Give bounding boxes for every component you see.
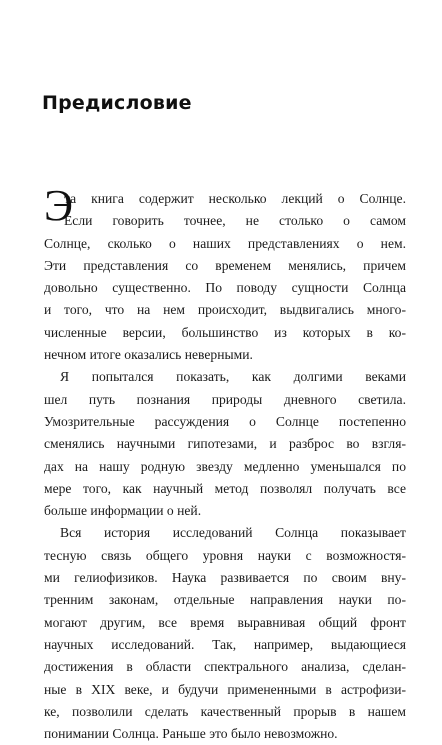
paragraph [44,522,406,745]
page-title: Предисловие [42,92,192,114]
text-line: нечном итоге оказались неверными. [44,347,253,363]
text-line: Эти представления со временем менялись, причем [44,257,406,273]
text-line: понимании Солнца. Раньше это было невозможно. [44,726,338,742]
body-text [44,181,406,745]
text-line: могают другим, все время выравнивая общий фронт [44,614,406,630]
text-line: достижения в области спектрального анализа, сделан- [44,659,406,675]
text-line: Солнце, сколько о наших представлениях о нем. [44,235,406,251]
text-line: мере того, как научный метод позволял получать все [44,480,406,496]
text-line: ми гелиофизиков. Наука развивается по своим вну- [44,570,406,586]
text-line: шел путь познания природы дневного светила. [44,391,406,407]
text-line: та книга содержит несколько лекций о Солнце. [64,191,406,206]
text-line: ке, позволили сделать качественный прорыв в нашем [44,703,406,719]
text-line: тесную связь общего уровня науки с возможностя- [44,547,406,563]
paragraphs [44,188,406,745]
text-line: тренним законам, отдельные направления науки по- [44,592,406,608]
text-line: довольно существенно. По поводу сущности Солнца [44,280,406,296]
text-line: Я попытался показать, как долгими веками [60,369,406,385]
text-line: больше информации о ней. [44,503,202,519]
text-line: численные версии, большинство из которых в ко- [44,324,406,340]
drop-cap: Э [44,181,74,230]
text-line: сменялись научными гипотезами, и разброс во взгля- [44,436,406,452]
text-line: научных исследований. Так, например, выдающиеся [44,636,406,652]
text-line: Вся история исследований Солнца показывает [60,525,406,541]
paragraph [44,188,406,366]
text-line: ные в XIX веке, и будучи примененными в астрофизи- [44,681,406,697]
text-line: и того, что на нем происходит, выдвигались много- [44,302,406,318]
text-line: Если говорить точнее, не столько о самом [64,213,406,229]
text-line: дах на нашу родную звезду медленно уменьшался по [44,458,406,474]
text-line: Умозрительные рассуждения о Солнце постепенно [44,413,406,429]
paragraph [44,366,406,522]
